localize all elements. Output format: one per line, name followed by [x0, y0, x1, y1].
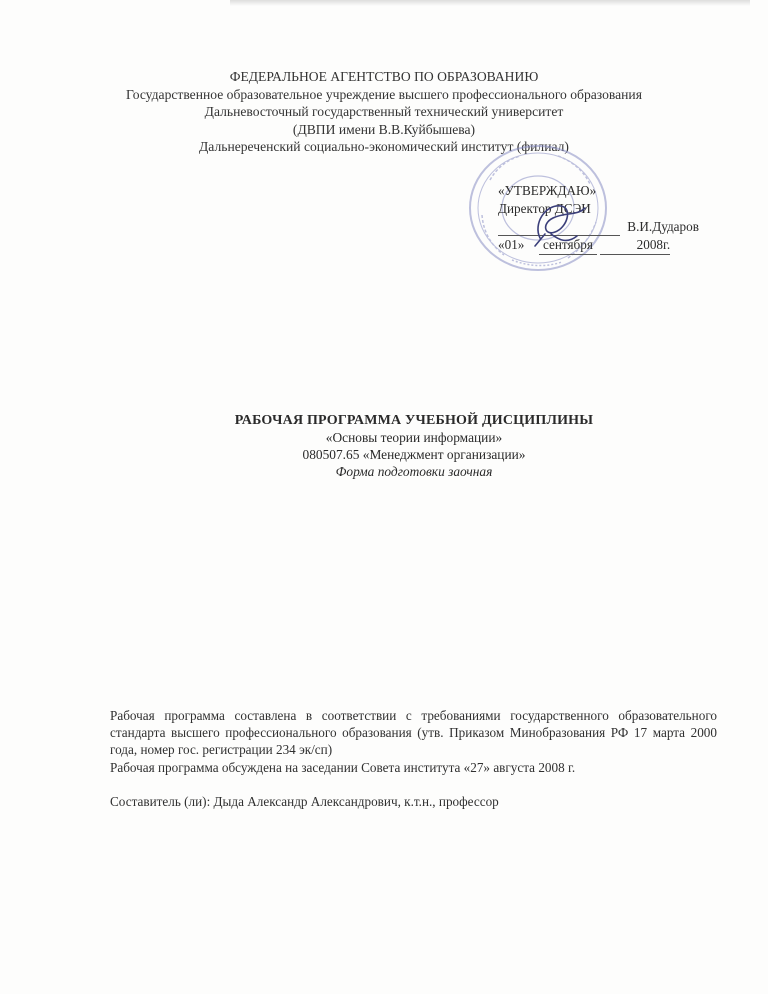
- approve-label: «УТВЕРЖДАЮ»: [498, 183, 597, 198]
- university-name: Дальневосточный государственный технический университет: [204, 104, 564, 119]
- program-description: [110, 707, 717, 776]
- program-heading: РАБОЧАЯ ПРОГРАММА УЧЕБНОЙ ДИСЦИПЛИНЫ: [234, 413, 594, 428]
- university-alias: (ДВПИ имени В.В.Куйбышева): [292, 121, 476, 137]
- institute-name: Дальнереченский социально-экономический институт (филиал): [199, 139, 569, 154]
- discipline-name: «Основы теории информации»: [325, 430, 503, 445]
- agency-name: ФЕДЕРАЛЬНОЕ АГЕНТСТВО ПО ОБРАЗОВАНИЮ: [229, 69, 539, 84]
- document-title-block: [0, 412, 768, 480]
- approval-month: сентября: [539, 236, 597, 255]
- study-form: Форма подготовки заочная: [335, 464, 493, 479]
- approval-day: «01»: [498, 237, 525, 252]
- signature-icon: [515, 194, 605, 254]
- institution-type: Государственное образовательное учреждение высшего профессионального образования: [126, 86, 642, 102]
- author-line: Составитель (ли): Дыда Александр Александрович, к.т.н., профессор: [110, 794, 499, 809]
- scan-edge-shadow: [230, 0, 750, 6]
- director-position: Директор ДСЭИ: [498, 201, 591, 216]
- compliance-paragraph: Рабочая программа составлена в соответствии с требованиями государственного образовательного стандарта высшего профессионального образования (утв. Приказом Минобразования РФ 17 марта 2000 года, номер гос. регистрации 234 эк/сп): [110, 708, 717, 758]
- director-name: В.И.Дударов: [627, 219, 699, 234]
- approval-paragraph: Рабочая программа обсуждена на заседании Совета института «27» августа 2008 г.: [110, 759, 576, 775]
- institution-header: [0, 68, 768, 156]
- specialty-name: 080507.65 «Менеджмент организации»: [302, 447, 526, 462]
- approval-year: 2008г.: [600, 236, 670, 255]
